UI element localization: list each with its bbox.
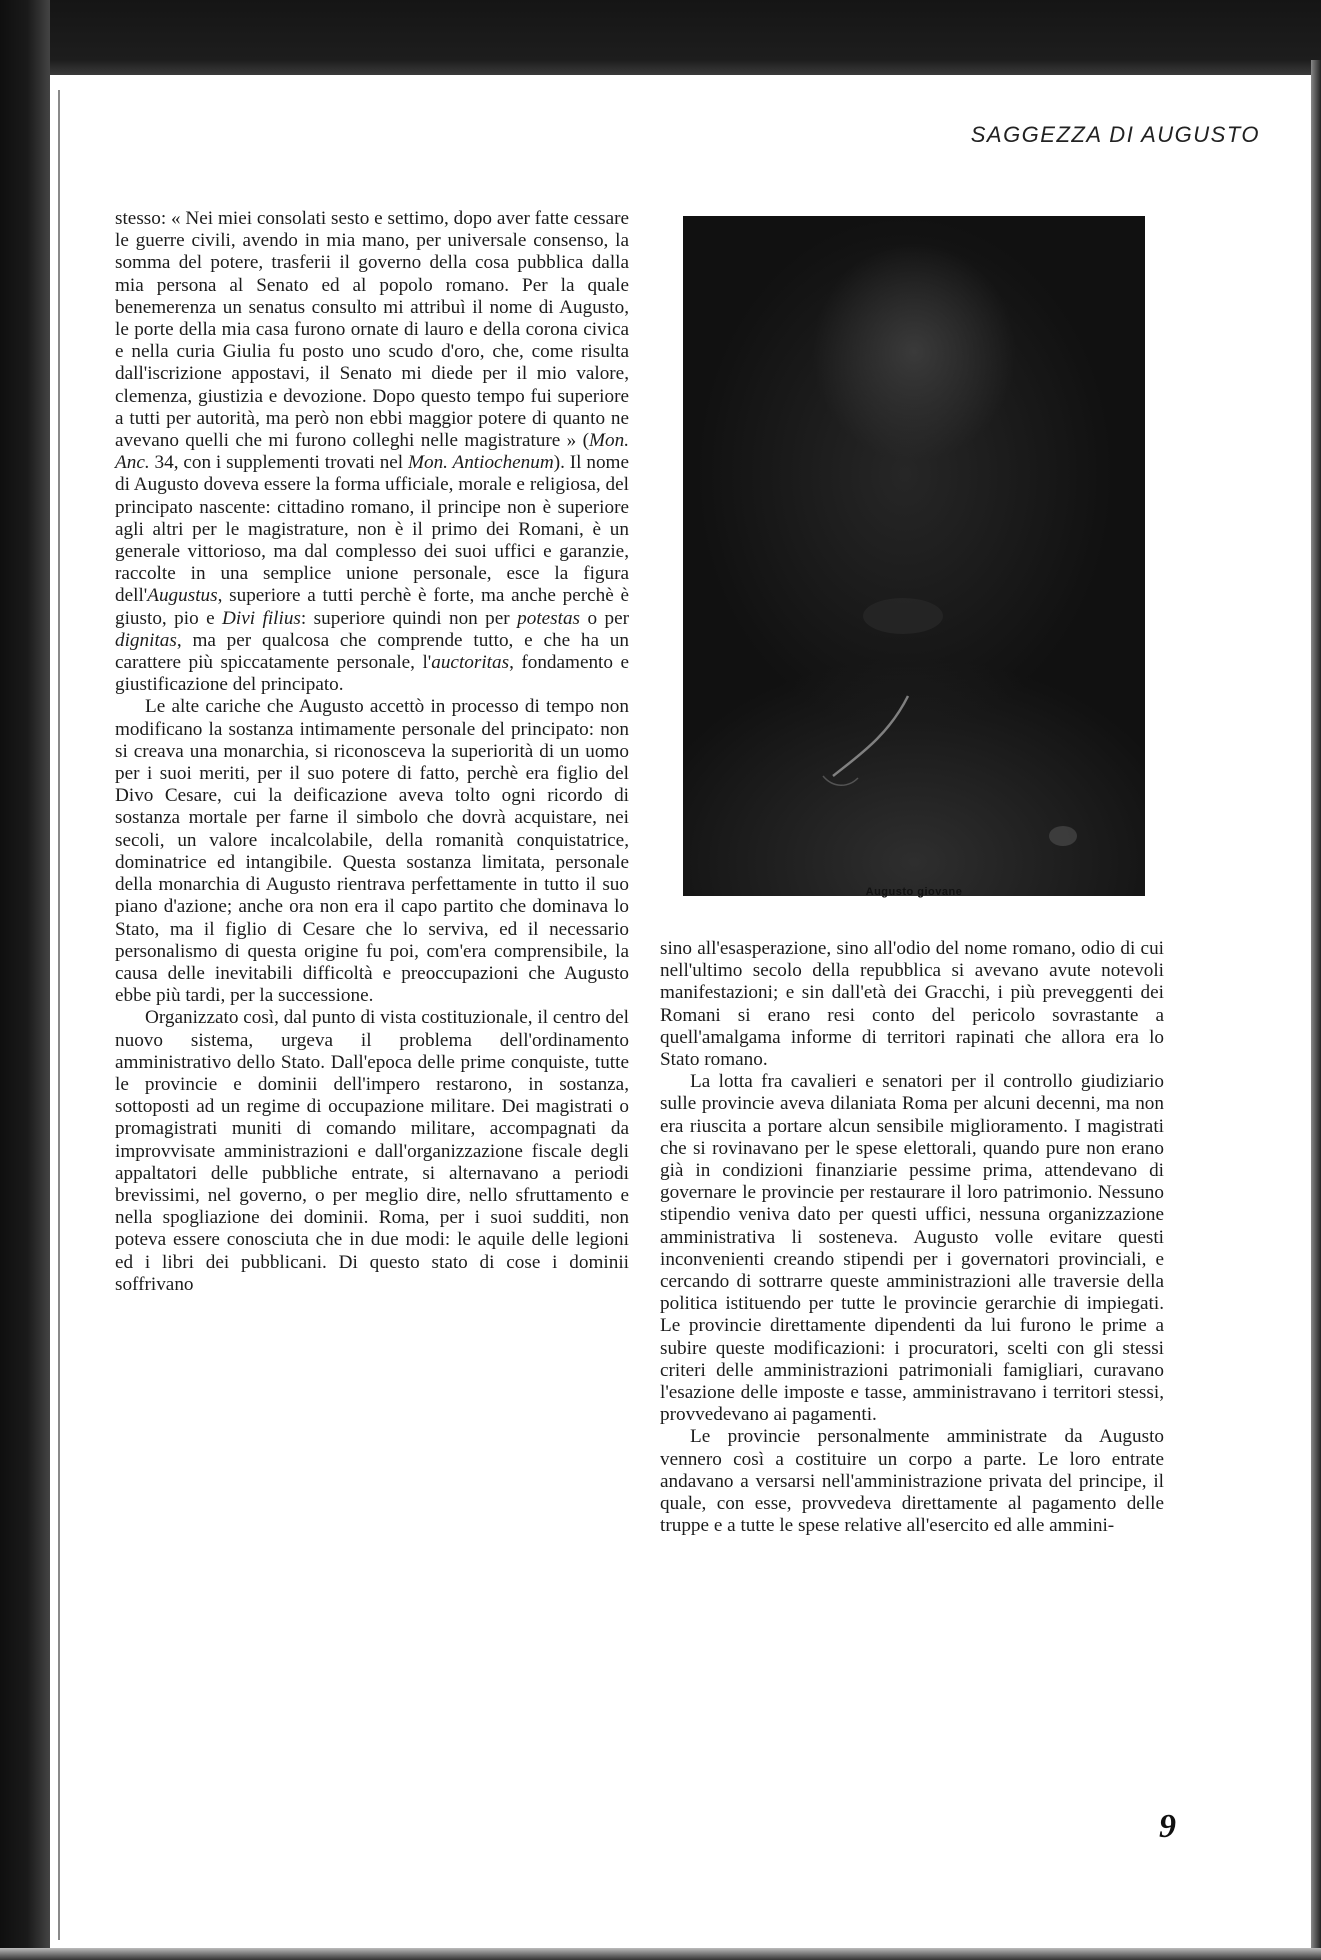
italic-run: Augustus <box>147 585 218 607</box>
running-header: SAGGEZZA DI AUGUSTO <box>970 122 1260 147</box>
right-paragraph-3: Le provincie personalmente amministrate da Augusto vennero così a costituire un corpo a parte. Le loro entrate andavano a versarsi nell'amministrazione privata del principe, il quale, con esse, provvedeva direttamente al pagamento delle truppe e a tutte le spese relative all'esercito ed alle ammini- <box>660 1426 1164 1537</box>
portrait-photo <box>683 216 1145 896</box>
text-run: , superiore a tutti perchè è forte, ma anche perchè è giusto, pio e <box>115 585 629 629</box>
italic-run: dignitas <box>115 629 177 651</box>
right-column <box>660 938 1164 1537</box>
portrait-photo-texture <box>683 216 1145 896</box>
left-column <box>115 208 629 1296</box>
right-paragraph-2: La lotta fra cavalieri e senatori per il controllo giudiziario sulle provincie aveva dilaniata Roma per alcuni decenni, ma non era riuscita a portare alcun sensibile miglioramento. I magistrati che si rovinavano per le spese elettorali, quando pure non erano già in condizioni finanziarie pessime prima, attendevano di governare le provincie per restaurare il loro patrimonio. Nessuno stipendio veniva dato per questi uffici, nessuna organizzazione amministrativa li sosteneva. Augusto volle evitare questi inconvenienti creando stipendi per i governatori provinciali, e cercando di sottrarre queste amministrazioni alle traversie della politica istituendo per tutte le provincie gerarchie di impiegati. Le provincie direttamente dipendenti da lui furono le prime a subire queste modificazioni: i procuratori, scelti con gli stessi criteri delle amministrazioni patrimoniali famigliari, curavano l'esazione delle imposte e tasse, amministravano i territori stessi, provvedevano ai pagamenti. <box>660 1071 1164 1426</box>
scan-border-right <box>1311 60 1321 1960</box>
text-run: ). Il nome di Augusto doveva essere la forma ufficiale, morale e religiosa, del principato nascente: cittadino romano, il principe non è superiore agli altri per le magistrature, non è il primo dei Romani, è un generale vittorioso, ma dal complesso dei suoi uffici e garanzie, raccolte in una semplice unione personale, esce la figura dell' <box>115 452 629 607</box>
scan-border-bottom <box>0 1948 1321 1960</box>
page-number: 9 <box>1159 1808 1176 1845</box>
left-paragraph-3: Organizzato così, dal punto di vista costituzionale, il centro del nuovo sistema, urgeva il problema dell'ordinamento amministrativo dello Stato. Dall'epoca delle prime conquiste, tutte le provincie e dominii dell'impero restarono, in sostanza, sottoposti ad un regime di occupazione militare. Dei magistrati o promagistrati muniti di comando militare, accompagnati da improvvisate amministrazioni e dall'organizzazione fiscale degli appaltatori delle pubbliche entrate, si alternavano a periodi brevissimi, nel governo, o per meglio dire, nello sfruttamento e nella spogliazione dei dominii. Roma, per i suoi sudditi, non poteva essere conosciuta che in due modi: le aquile delle legioni ed i libri dei pubblicani. Di questo stato di cose i dominii soffrivano <box>115 1007 629 1295</box>
left-paragraph-2: Le alte cariche che Augusto accettò in processo di tempo non modificano la sostanza intimamente personale del principato: non si creava una monarchia, si riconosceva la superiorità di un uomo per i suoi meriti, per il suo potere di fatto, perchè era figlio del Divo Cesare, cui la deificazione aveva tolto ogni ricordo di sostanza mortale per farne il simbolo che dovrà acquistare, nei secoli, un valore incalcolabile, della romanità conquistatrice, dominatrice ed intangibile. Questa sostanza limitata, personale della monarchia di Augusto rientrava perfettamente in tutto il suo piano d'azione; anche ora non era il capo partito che dominava lo Stato, ma il figlio di Cesare che lo serviva, ed il necessario personalismo di questa origine fu poi, com'era comprensibile, la causa delle inevitabili difficoltà e preoccupazioni che Augusto ebbe più tardi, per la successione. <box>115 696 629 1007</box>
text-run: o per <box>580 607 629 629</box>
text-run: 34, con i supplementi trovati nel <box>149 452 408 474</box>
right-paragraph-1: sino all'esasperazione, sino all'odio del nome romano, odio di cui nell'ultimo secolo della repubblica si avevano avute notevoli manifestazioni; e sin dall'età dei Gracchi, i più preveggenti dei Romani si erano resi conto del pericolo sovrastante a quell'amalgama informe di territori rapinati che allora era lo Stato romano. <box>660 938 1164 1071</box>
italic-run: Divi filius <box>222 607 301 629</box>
text-run: : superiore quindi non per <box>300 607 518 629</box>
italic-run: auctoritas <box>431 652 510 674</box>
scan-edge-line <box>58 90 60 1940</box>
text-run: , ma per qualcosa che comprende tutto, e che ha un carattere più spiccatamente personale, l' <box>115 629 629 674</box>
italic-run: Mon. Anc. <box>115 430 629 474</box>
scan-border-left <box>0 0 50 1960</box>
text-run: stesso: « Nei miei consolati sesto e settimo, dopo aver fatte cessare le guerre civili, avendo in mia mano, per universale consenso, la somma del potere, trasferii il governo della cosa pubblica dalla mia persona al Senato ed al popolo romano. Per la quale benemerenza un senatus consulto mi attribuì il nome di Augusto, le porte della mia casa furono ornate di lauro e della corona civica e nella curia Giulia fu posto uno scudo d'oro, che, come risulta dall'iscrizione appostavi, il Senato mi diede per il mio valore, clemenza, giustizia e devozione. Dopo questo tempo fui superiore a tutti per autorità, ma però non ebbi maggior potere di quanto ne avevano quelli che mi furono colleghi nelle magistrature » ( <box>115 208 629 452</box>
left-paragraph-1 <box>115 208 629 696</box>
photo-caption: Augusto giovane <box>865 886 963 898</box>
italic-run: Mon. Antiochenum <box>408 452 554 474</box>
scan-border-top <box>0 0 1321 75</box>
text-run: , fondamento e giustificazione del principato. <box>115 652 629 696</box>
italic-run: potestas <box>517 607 581 629</box>
